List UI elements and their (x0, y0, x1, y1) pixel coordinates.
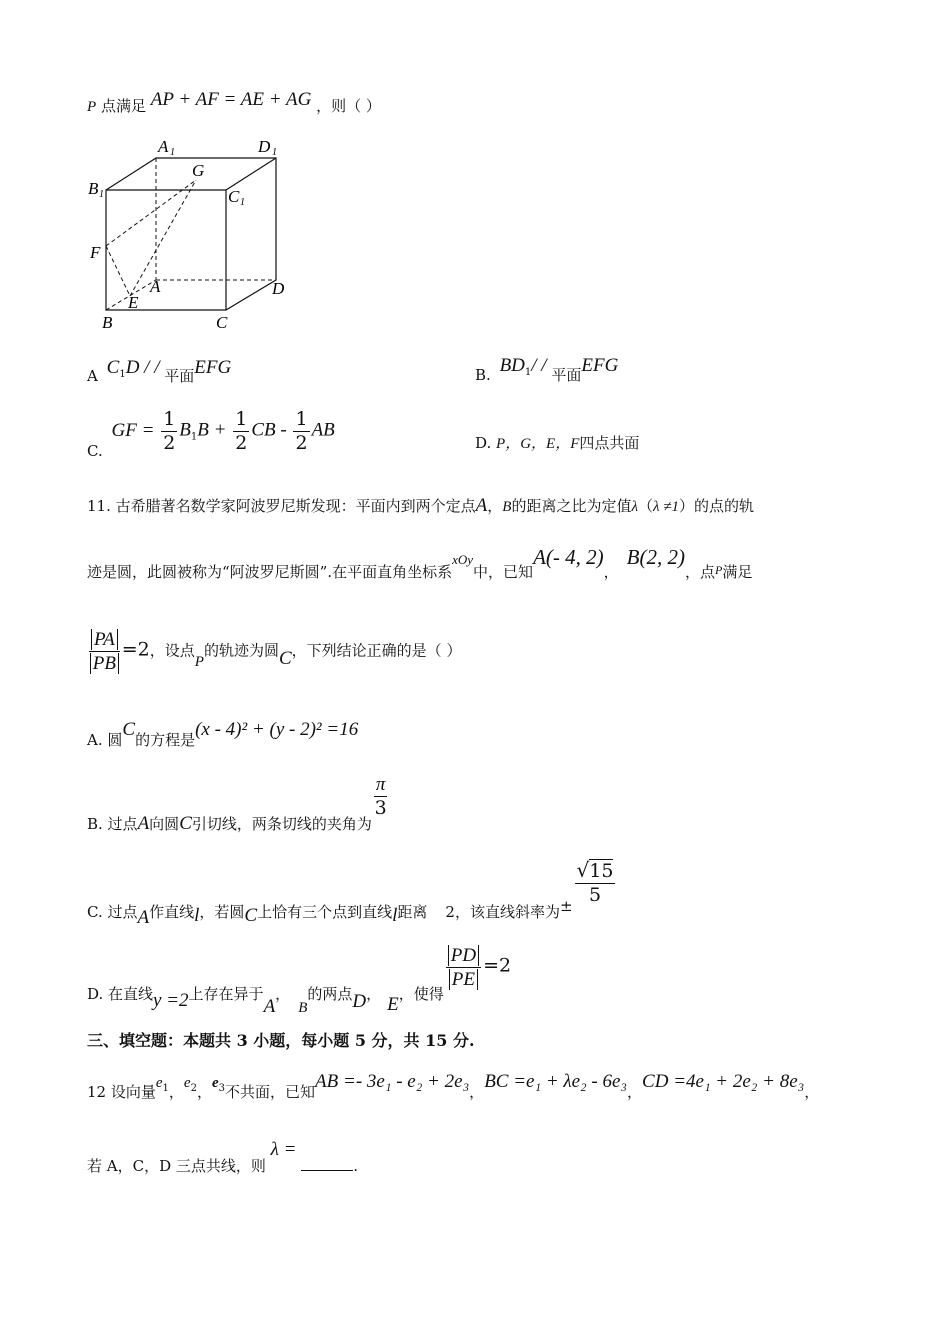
label-d1-sub: 1 (272, 147, 277, 158)
q12-line2-text: 若 A，C，D 三点共线，则 (87, 1157, 266, 1175)
q11-line2-d: ，点 (684, 563, 715, 581)
q11-option-d-line: y =2 (153, 989, 189, 1011)
q10-option-c (87, 408, 335, 460)
q11-line3-a: ，设点 (149, 641, 195, 660)
q12-sep3: ， (469, 1083, 485, 1101)
q10-intro-condition: AP + AF = AE + AG (150, 89, 312, 110)
q10-option-a (87, 357, 232, 385)
q11-option-a-eq: (x - 4)² + (y - 2)² =16 (195, 719, 359, 740)
q11-option-c-dist: 2 (445, 902, 455, 921)
q11-option-c-text1: 作直线 (149, 902, 195, 921)
q12-e1: e (155, 1075, 163, 1091)
q11-option-b-frac: $\frac{\pi}{3}$ (374, 774, 387, 819)
q11-option-b-c: C (179, 812, 192, 834)
q11-line3-c-circle: C (278, 647, 292, 669)
q11-line2-e: 满足 (722, 563, 753, 581)
label-e: E (128, 293, 139, 312)
q11-option-a (87, 719, 359, 749)
q11-line1-a: 11. 古希腊著名数学家阿波罗尼斯发现：平面内到两个定点 (87, 497, 476, 515)
q11-option-a-c: C (122, 719, 136, 740)
q11-option-c-pm: ± (559, 896, 573, 915)
q10-option-b (475, 355, 619, 384)
q11-line1-e: ）的点的轨 (678, 497, 754, 515)
q11-option-c-text3: 上恰有三个点到直线 (257, 902, 393, 921)
q12-bc-eq: BC =e₁ + λe₂ - 6e₃ (484, 1071, 628, 1092)
q10-option-c-label: C. (87, 441, 103, 460)
q11-option-c-text5: ，该直线斜率为 (454, 902, 560, 921)
q11-option-c-l2: l (392, 904, 398, 926)
q11-option-d-text3: ，使得 (398, 984, 444, 1003)
q10-option-b-plane: EFG (581, 355, 619, 376)
q11-line3-p: P (194, 653, 204, 670)
label-b1: B (88, 179, 99, 198)
q11-option-c-text2: ，若圆 (199, 902, 245, 921)
q12-lambda-eq: λ = (270, 1139, 297, 1160)
q10-intro (87, 89, 381, 115)
q11-line2 (87, 545, 753, 581)
q10-option-b-sub: 1 (524, 367, 532, 378)
q12-sep4: ， (627, 1083, 643, 1101)
q10-option-c-frac3: $\frac{1}{2}$ (295, 408, 308, 454)
q11-line1 (87, 496, 754, 515)
q11-line2-c: ， (603, 563, 619, 581)
q11-option-d-eq: =2 (483, 954, 512, 977)
q10-option-a-expr2: D / / (125, 357, 160, 378)
label-g: G (192, 161, 205, 180)
q10-option-d (475, 436, 639, 452)
q10-option-c-frac1: $\frac{1}{2}$ (163, 408, 176, 454)
q12-sep2: ， (196, 1083, 212, 1101)
q10-option-d-text: 四点共面 (579, 434, 640, 452)
q12-line1 (87, 1071, 820, 1101)
q11-option-c-l: l (194, 904, 200, 926)
visible-edges (106, 158, 276, 310)
q10-option-b-expr2: / / (531, 355, 547, 376)
q10-option-d-points: P，G，E，F (496, 436, 580, 452)
q10-option-c-frac2: $\frac{1}{2}$ (235, 408, 248, 454)
q11-option-d (87, 945, 512, 1017)
q10-option-b-plane-text: 平面 (551, 366, 582, 384)
q11-option-a-text: 的方程是 (135, 731, 196, 749)
label-a1-sub: 1 (170, 147, 175, 158)
label-c1: C (228, 187, 240, 206)
q12-prefix: 12 设向量 (87, 1083, 156, 1101)
section3-heading: 三、填空题：本题共 3 小题，每小题 5 分，共 15 分. (87, 1031, 475, 1050)
q11-lambda-cond: λ ≠1 (652, 499, 679, 515)
q10-option-a-plane-text: 平面 (164, 367, 195, 385)
q12-sep5: ， (804, 1083, 820, 1101)
q11-ratio: $\frac{PA}{PB}$ (89, 630, 120, 673)
q11-option-b (87, 774, 389, 834)
q10-option-c-term1-sub: 1 (190, 431, 198, 443)
q10-option-a-sub: 1 (119, 369, 126, 380)
label-d: D (272, 279, 285, 298)
q12-text1: 不共面，已知 (225, 1083, 316, 1101)
dashed-e-g (130, 180, 196, 296)
label-f: F (90, 243, 101, 262)
q11-option-c-text4: 距离 (397, 902, 428, 921)
q11-line3-b: 的轨迹为圆 (203, 641, 279, 660)
q10-intro-suffix: ，则（ ） (316, 97, 381, 115)
q10-intro-text: 点满足 (100, 97, 146, 115)
q11-point-b: B (502, 499, 512, 515)
q11-option-d-text2: 的两点 (307, 984, 353, 1003)
label-a: A (150, 277, 161, 296)
q10-intro-p: P (87, 99, 97, 115)
q10-option-c-lhs: GF = (111, 419, 155, 441)
q12-e2-sub: 2 (190, 1083, 197, 1094)
label-d1: D (258, 137, 271, 156)
q11-option-b-text1: 向圆 (149, 814, 180, 833)
q11-coord-b: B(2, 2) (626, 545, 685, 569)
q12-line2 (87, 1139, 359, 1175)
q10-option-b-expr: BD (499, 355, 525, 376)
q11-line1-d: （ (637, 497, 653, 515)
q11-option-c-a: A (137, 906, 150, 928)
q10-option-a-plane: EFG (194, 357, 232, 378)
q12-sep1: ， (168, 1083, 184, 1101)
q11-lambda: λ (631, 499, 638, 515)
q11-option-b-text2: 引切线，两条切线的夹角为 (191, 814, 372, 833)
q11-option-d-ratio: $\frac{PD}{PE}$ (446, 946, 481, 989)
q10-option-d-label: D. (475, 434, 492, 452)
q11-point-p: P (714, 563, 723, 577)
q11-option-d-e: E (387, 993, 399, 1015)
label-c1-sub: 1 (240, 197, 245, 208)
q10-option-c-term2: CB - (251, 419, 287, 441)
q11-line3 (87, 630, 461, 673)
cube-figure (84, 134, 304, 334)
q10-option-c-term1b: B + (197, 419, 227, 441)
q11-line2-a: 迹是圆，此圆被称为“阿波罗尼斯圆”.在平面直角坐标系 (87, 563, 453, 581)
q11-line2-b: 中，已知 (473, 563, 534, 581)
q11-option-d-label: D. 在直线 (87, 984, 154, 1003)
q11-option-d-sep: ， (275, 984, 291, 1003)
q12-end: . (353, 1157, 359, 1175)
q10-option-c-term1: B (179, 419, 191, 441)
q11-coord-a: A(- 4, 2) (533, 545, 604, 569)
q11-option-c-label: C. 过点 (87, 902, 138, 921)
label-b1-sub: 1 (99, 189, 104, 200)
edge-c1-d1 (226, 158, 276, 190)
q11-option-b-label: B. 过点 (87, 814, 138, 833)
q11-line1-c: 的距离之比为定值 (511, 497, 632, 515)
label-c: C (216, 313, 228, 332)
q11-option-d-text1: 上存在异于 (188, 984, 264, 1003)
q11-line1-b: ， (487, 497, 503, 515)
q10-option-b-label: B. (475, 366, 491, 384)
q12-ab-eq: AB =- 3e₁ - e₂ + 2e₃ (315, 1071, 470, 1092)
q11-option-d-a: A (263, 995, 276, 1017)
q11-point-a: A (475, 495, 488, 516)
q11-option-d-b: B (298, 999, 308, 1016)
q11-line3-c: ，下列结论正确的是（ ） (291, 641, 462, 660)
q11-option-d-d: D (352, 990, 367, 1012)
dashed-f-e (106, 246, 130, 296)
label-a1: A (158, 137, 169, 156)
label-b: B (102, 313, 113, 332)
q10-option-a-expr: C (106, 357, 120, 378)
q11-option-c (87, 858, 617, 928)
q10-option-c-term3: AB (311, 419, 335, 441)
q12-e2: e (183, 1075, 191, 1091)
q11-option-c-c: C (244, 904, 258, 926)
q12-e1-sub: 1 (162, 1083, 169, 1094)
q12-e3-sub: 3 (218, 1083, 226, 1094)
q11-ratio-eq: =2 (121, 638, 150, 661)
q11-xoy: xOy (452, 552, 474, 567)
q11-option-c-frac: $\frac{√15}{5}$ (576, 858, 614, 906)
q11-option-b-a: A (137, 812, 150, 834)
q12-e3: e (211, 1075, 219, 1091)
q11-option-d-sep2: ， (366, 984, 382, 1003)
q12-cd-eq: CD =4e₁ + 2e₂ + 8e₃ (642, 1071, 805, 1092)
q10-option-a-label: A (87, 367, 98, 385)
q11-option-a-label: A. 圆 (87, 731, 123, 749)
q12-answer-blank[interactable] (301, 1158, 353, 1171)
